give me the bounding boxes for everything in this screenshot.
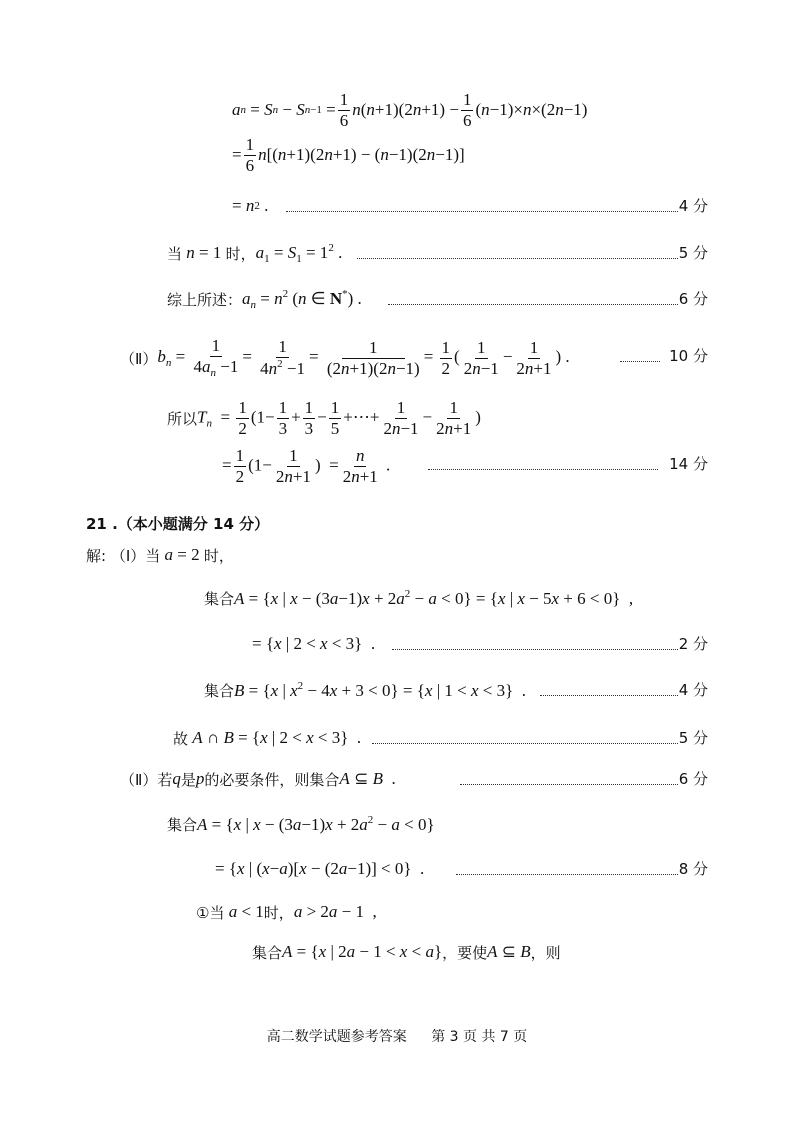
necessary-text: 的必要条件，则集合 (204, 770, 340, 789)
score-4b: 4 分 (678, 681, 708, 699)
set-a-definition (204, 580, 633, 616)
set-a-general-label: 集合 (167, 815, 198, 834)
case-math-2: $a_1 = S_1 = 1^2$ . (255, 241, 343, 265)
case-a-math-2: a > 2a − 1 , (293, 902, 377, 921)
score-14: 14 分 (669, 455, 708, 473)
case-math: n = 1 (186, 243, 226, 262)
dotted-leader (456, 874, 678, 875)
question-21-heading: 21 .（本小题满分 14 分） (86, 514, 270, 533)
set-a-case-text-3: ，则 (530, 943, 561, 962)
case-a-text: ①当 (196, 903, 225, 922)
dotted-leader (388, 304, 678, 305)
set-a-result: = { x | 2 < x < 3} . (252, 634, 376, 653)
intersection-math: A ∩ B = {x | 2 < x < 3} . (192, 728, 362, 747)
dotted-leader (357, 258, 678, 259)
score-6b: 6 分 (678, 770, 708, 788)
part-ii-condition (120, 761, 396, 797)
set-a-general (167, 806, 435, 842)
summary-line (167, 281, 362, 317)
set-a-factored: = { x | ( x − a )[ x − (2 a −1)] < 0} . (215, 859, 425, 878)
q-symbol (172, 769, 181, 789)
score-8: 8 分 (678, 860, 708, 878)
dotted-leader (286, 211, 678, 212)
intersection-line (173, 720, 361, 756)
is-text: 是 (180, 770, 196, 789)
dotted-leader (428, 469, 658, 470)
tn-math: $T_n$ = $\frac{1}{2}$ (1− $\frac{1}{3}$ + $\frac{1}{3}$ − $\frac{1}{5}$ +⋯+ $\frac{1}{2n-1}$ − $\frac{1}{2n+1}$ ) (197, 397, 481, 438)
set-a-case-label: 集合 (252, 943, 283, 962)
tn-result-math: = $\frac{1}{2}$ (1− $\frac{1}{2n+1}$ ) = $\frac{n}{2n+1}$ . (222, 445, 391, 486)
p-symbol (196, 769, 205, 789)
summary-text: 综上所述： (167, 290, 243, 309)
set-b-label: 集合 (204, 681, 235, 700)
solution-label: 解: （Ⅰ）当 (86, 546, 161, 565)
q-letter: q (172, 769, 181, 788)
summary-math: $a_n = n^2$ (n ∈ N*) . (242, 287, 362, 311)
case-a-less-1 (196, 894, 377, 930)
set-b-definition (204, 672, 526, 708)
part-ii-label: （Ⅱ） (120, 349, 158, 368)
dotted-leader (392, 649, 678, 650)
set-a-math: A = {x | $x - (3a-1)x + 2a^2 - a < 0\} = \{x$ | x − 5x + 6 < 0} , (234, 587, 634, 608)
solution-tail: 时， (203, 546, 234, 565)
set-a-case-text-2: ，要使 (442, 943, 488, 962)
formula-an-result: = n 2 . (232, 196, 269, 215)
part-ii-q21-label: （Ⅱ）若 (120, 770, 173, 789)
dotted-leader (372, 743, 678, 744)
case-text: 当 (167, 244, 183, 263)
score-4: 4 分 (678, 197, 708, 215)
bn-formula (120, 335, 570, 379)
score-5: 5 分 (678, 244, 708, 262)
score-5b: 5 分 (678, 729, 708, 747)
case-a-math: a < 1 (228, 902, 264, 921)
set-a-case-subset: A ⊆ B (487, 942, 531, 961)
score-2: 2 分 (678, 635, 708, 653)
set-a-label: 集合 (204, 589, 235, 608)
formula-an-expansion: a n = S n − S n−1 = $\frac{1}{6}$ n ( n +1)(2 n +1) − $\frac{1}{6}$ ( n −1)× n ×(2 n −1) (232, 89, 588, 130)
q21-solution-start (86, 537, 234, 573)
formula-an-factor: = $\frac{1}{6}$ n [( n +1)(2 n +1) − ( n −1)(2 n −1)] (232, 134, 465, 175)
solution-math: a = 2 (164, 545, 204, 564)
footer-page-number: 第 3 页 共 7 页 (431, 1029, 528, 1045)
footer-title: 高二数学试题参考答案 (266, 1029, 407, 1045)
case-n-equals-1 (167, 235, 342, 271)
tn-result (222, 446, 390, 486)
subset-math: A ⊆ B . (339, 769, 396, 788)
set-b-math: B = {x | $x^2 - 4x + 3 < 0\} = \{x$ | 1 < x < 3} . (234, 679, 526, 700)
dotted-leader (460, 784, 678, 785)
set-a-general-math: A = {x | $x - (3a-1)x + 2a^2 - a < 0$} (197, 813, 435, 834)
set-a-case (252, 934, 561, 970)
bn-math: $b_n$ = $\frac{1}{4a_n -1}$ = $\frac{1}{4n^2 -1}$ = $\frac{1}{(2n+1)(2n-1)}$ = $\frac{1}{2}$ ( $\frac{1}{2n-1}$ − $\frac{1}{2n+1}$ ) . (157, 335, 570, 379)
page-footer (0, 1026, 794, 1046)
set-a-case-math: A = {x | 2a − 1 < x < a} (282, 942, 443, 961)
score-6: 6 分 (678, 290, 708, 308)
hence-text: 故 (173, 729, 189, 748)
score-10: 10 分 (669, 347, 708, 365)
case-a-text-2: 时， (263, 903, 294, 922)
case-text-2: 时， (225, 244, 256, 263)
p-letter: p (195, 769, 205, 788)
tn-sum (167, 398, 481, 438)
therefore-text: 所以 (167, 409, 198, 428)
